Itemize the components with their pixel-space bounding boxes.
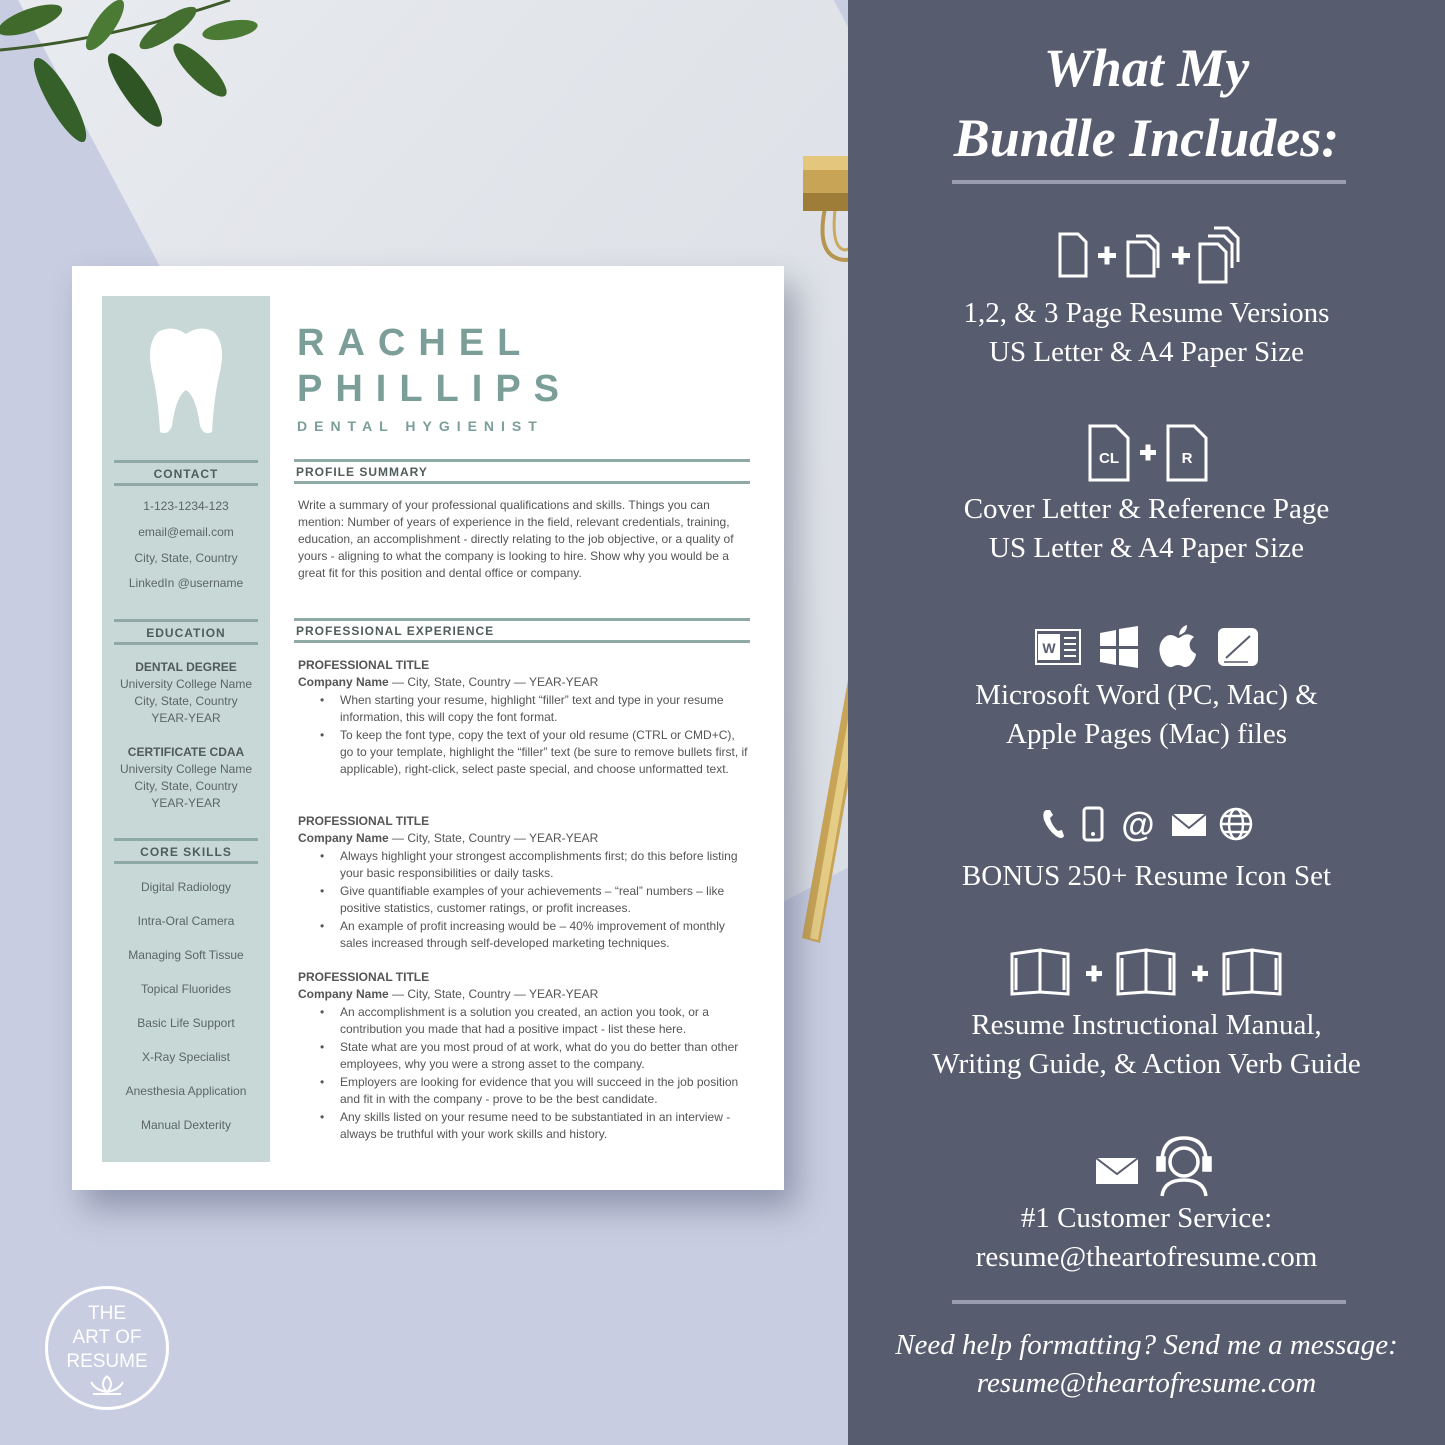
education-years: YEAR-YEAR [151, 796, 221, 810]
job-bullet: • Always highlight your strongest accomplishments first; do this before listing your basic responsibilities or daily tasks. [340, 848, 750, 882]
job-company [298, 675, 598, 689]
tooth-icon [148, 326, 224, 438]
support-icons [1092, 1134, 1214, 1200]
contact-email: email@email.com [138, 525, 234, 539]
logo-text-line2: ART OF [72, 1327, 142, 1348]
apple-icon [1159, 625, 1196, 667]
cover-letter-label: CL [1099, 450, 1119, 467]
page-versions-icon [1054, 222, 1244, 286]
contact-linkedin: LinkedIn @username [128, 576, 244, 590]
document-icon [1060, 234, 1086, 276]
cover-letter-reference-icon [1086, 422, 1212, 484]
panel-title-line2: Bundle Includes: [953, 108, 1340, 168]
experience-header: PROFESSIONAL EXPERIENCE [294, 618, 750, 643]
phone-icon [1043, 810, 1064, 838]
job-title: PROFESSIONAL TITLE [298, 658, 430, 672]
company-name: Company Name [298, 675, 389, 689]
lotus-icon [87, 1374, 127, 1396]
feature-guides: Writing Guide, & Action Verb Guide [932, 1048, 1361, 1080]
education-school: University College Name [119, 762, 253, 776]
headset-icon [1158, 1138, 1210, 1196]
logo-text-line3: RESUME [66, 1351, 148, 1372]
company-name: Company Name [298, 987, 389, 1001]
envelope-icon [1096, 1158, 1138, 1184]
feature-cover-paper-size: US Letter & A4 Paper Size [989, 532, 1304, 564]
feature-support: #1 Customer Service: [1020, 1202, 1273, 1234]
document-icon [1200, 228, 1238, 282]
resume-role: DENTAL HYGIENIST [297, 418, 544, 434]
footer-email: resume@theartofresume.com [976, 1367, 1317, 1399]
job-title: PROFESSIONAL TITLE [298, 814, 430, 828]
footer-help-text: Need help formatting? Send me a message: [895, 1329, 1398, 1361]
job-bullet: • Employers are looking for evidence that you will succeed in the job position and fit in with the company - prove to be the best candidate. [340, 1074, 750, 1108]
skill-item: Intra-Oral Camera [137, 914, 235, 928]
skill-item: X-Ray Specialist [141, 1050, 231, 1064]
company-meta: — City, State, Country — YEAR-YEAR [388, 831, 599, 845]
profile-header: PROFILE SUMMARY [294, 459, 750, 484]
job-bullet: • An accomplishment is a solution you created, an action you took, or a contribution you made that had a positive impact - list these here. [340, 1004, 750, 1038]
job-bullet: • An example of profit increasing would be – 40% improvement of monthly sales increased through self-developed marketing techniques. [340, 918, 750, 952]
logo-text-line1: THE [88, 1303, 126, 1324]
contact-phone: 1-123-1234-123 [143, 499, 229, 513]
education-years: YEAR-YEAR [151, 711, 221, 725]
feature-word: Microsoft Word (PC, Mac) & [975, 679, 1318, 711]
svg-text:W: W [1042, 640, 1056, 656]
pages-icon [1218, 628, 1258, 666]
resume-first-name: RACHEL [297, 322, 534, 364]
document-icon [1128, 236, 1158, 276]
divider [952, 1300, 1346, 1304]
education-place: City, State, Country [134, 779, 238, 793]
at-icon: @ [1121, 806, 1155, 844]
book-icon [1012, 950, 1068, 994]
company-meta: — City, State, Country — YEAR-YEAR [388, 675, 599, 689]
globe-icon [1221, 809, 1251, 839]
company-name: Company Name [298, 831, 389, 845]
art-of-resume-logo [45, 1286, 169, 1410]
panel-title-line1: What My [1043, 38, 1250, 98]
job-bullet: • Any skills listed on your resume need to be substantiated in an interview - always be truthful with your work skills and history. [340, 1109, 750, 1143]
envelope-icon [1172, 814, 1206, 836]
job-bullet: • When starting your resume, highlight “filler” text and type in your resume information, this will copy the font format. [340, 692, 750, 726]
software-icons [1034, 624, 1264, 670]
feature-paper-size: US Letter & A4 Paper Size [989, 336, 1304, 368]
divider [952, 180, 1346, 184]
resume-sidebar [102, 296, 270, 1162]
feature-icon-set: BONUS 250+ Resume Icon Set [961, 860, 1332, 892]
education-place: City, State, Country [134, 694, 238, 708]
skill-item: Digital Radiology [140, 880, 232, 894]
resume-name [297, 320, 572, 412]
skill-item: Anesthesia Application [125, 1084, 247, 1098]
job-bullet: • Give quantifiable examples of your achievements – “real” numbers – like positive statistics, customer ratings, or profit increases. [340, 883, 750, 917]
support-email: resume@theartofresume.com [975, 1241, 1318, 1273]
resume-last-name: PHILLIPS [297, 368, 573, 410]
skills-header: CORE SKILLS [114, 838, 258, 864]
education-header: EDUCATION [114, 619, 258, 645]
skill-item: Manual Dexterity [140, 1118, 232, 1132]
profile-summary: Write a summary of your professional qualifications and skills. Things you can mention: Number of years of experience in the field, relevant credentials, training, education, an accomplishment - directly relating to the job objective, or a quality of yours - aligning to what the company is looking to hire. Show why you would be a great fit for this position and dental office or company. [298, 498, 734, 580]
reference-label: R [1181, 450, 1193, 467]
word-icon [1036, 630, 1080, 664]
feature-cover-letter: Cover Letter & Reference Page [963, 493, 1330, 525]
contact-location: City, State, Country [134, 551, 238, 565]
job-bullet: • To keep the font type, copy the text of your old resume (CTRL or CMD+C), go to your template, highlight the “filler” text (be sure to remove bullets first, if applicable), right-click, select paste special, and choose unformatted text. [340, 727, 750, 778]
company-meta: — City, State, Country — YEAR-YEAR [388, 987, 599, 1001]
feature-manual: Resume Instructional Manual, [971, 1009, 1322, 1041]
feature-page-versions: 1,2, & 3 Page Resume Versions [963, 297, 1330, 329]
education-degree: CERTIFICATE CDAA [127, 745, 245, 759]
mobile-icon [1084, 808, 1102, 840]
guides-icons [1008, 946, 1290, 998]
skill-item: Basic Life Support [137, 1016, 235, 1030]
bundle-features-panel [848, 0, 1445, 1445]
contact-header: CONTACT [114, 460, 258, 486]
book-icon [1118, 950, 1174, 994]
skill-item: Topical Fluorides [140, 982, 232, 996]
job-title: PROFESSIONAL TITLE [298, 970, 430, 984]
resume-preview [72, 266, 784, 1190]
job-company [298, 987, 598, 1001]
feature-pages: Apple Pages (Mac) files [1005, 718, 1288, 750]
olive-branch-decoration [0, 0, 260, 200]
windows-icon [1100, 626, 1138, 668]
education-degree: DENTAL DEGREE [135, 660, 237, 674]
resume-icon-set [1040, 804, 1254, 844]
job-company [298, 831, 598, 845]
job-bullet: • State what are you most proud of at work, what do you do better than other employees, why you were a strong asset to the company. [340, 1039, 750, 1073]
book-icon [1224, 950, 1280, 994]
education-school: University College Name [119, 677, 253, 691]
skill-item: Managing Soft Tissue [128, 948, 244, 962]
